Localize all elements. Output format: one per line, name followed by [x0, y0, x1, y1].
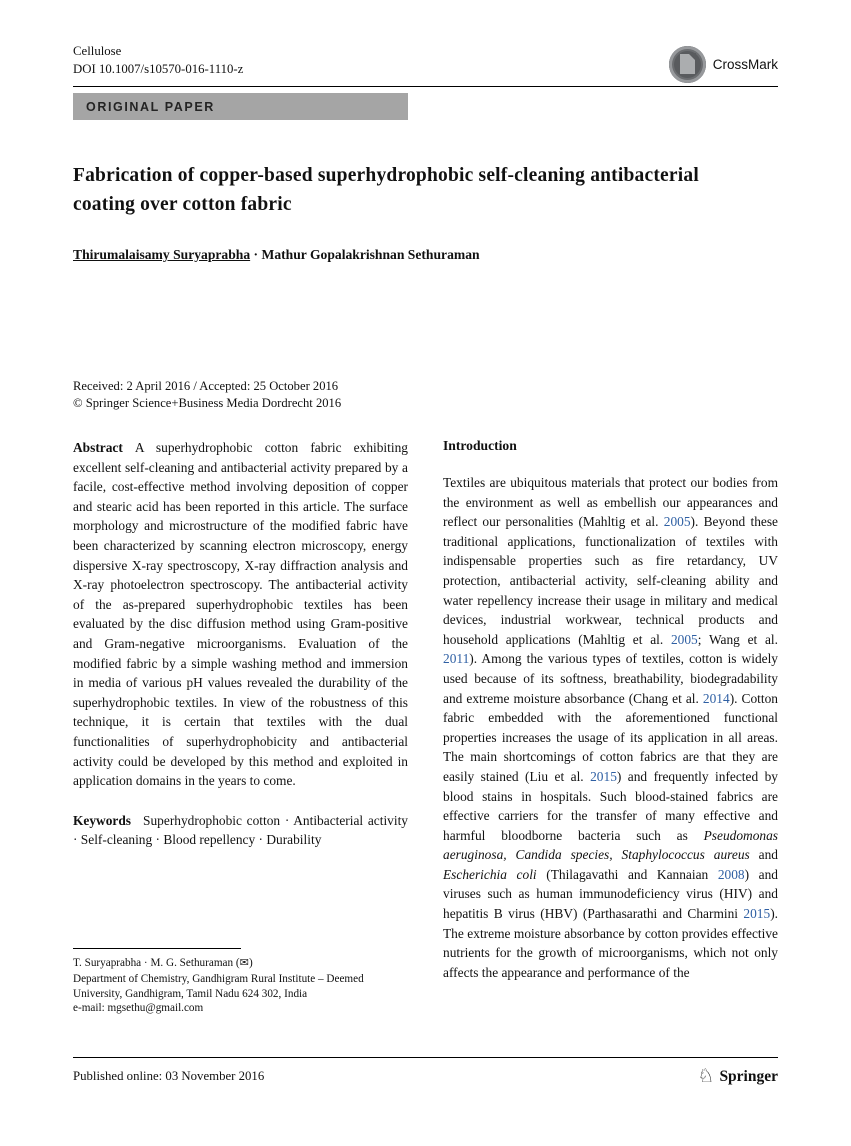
text-run: and — [749, 847, 779, 863]
article-type-banner: ORIGINAL PAPER — [73, 93, 408, 120]
page-footer — [73, 1057, 778, 1086]
citation-link[interactable]: 2005 — [670, 631, 698, 647]
header-rule — [73, 86, 778, 87]
species-name: Escherichia coli — [443, 866, 537, 882]
text-run: ). Among the various types of textiles, cotton is widely used because of its softness, breathability, biodegradability and extreme moisture absorbance (Chang et al. — [443, 651, 778, 706]
footnote-email: e-mail: mgsethu@gmail.com — [73, 1002, 204, 1015]
crossmark-label: CrossMark — [712, 57, 778, 72]
author-1[interactable]: Thirumalaisamy Suryaprabha — [73, 247, 251, 262]
keywords-label: Keywords — [73, 812, 132, 828]
envelope-icon: (✉) — [235, 957, 253, 969]
publisher-name: Springer — [719, 1067, 778, 1085]
citation-link[interactable]: 2014 — [702, 690, 730, 706]
citation-link[interactable]: 2015 — [590, 768, 617, 784]
footnote-affiliation: Department of Chemistry, Gandhigram Rural Institute – Deemed University, Gandhigram, Tamil Nadu 624 302, India — [73, 972, 364, 1000]
author-line — [73, 247, 480, 263]
footnote-rule — [73, 948, 241, 949]
keywords-paragraph — [73, 811, 408, 850]
text-run: ) and frequently infected by blood stains in hospitals. Such blood-stained fabrics are effective carriers for the transfer of many effective and harmful bloodborne bacteria such as — [443, 768, 778, 843]
journal-name: Cellulose — [73, 44, 122, 58]
abstract-paragraph — [73, 438, 408, 791]
author-footnote — [73, 948, 408, 1016]
paper-title: Fabrication of copper-based superhydrophobic self-cleaning antibacterial coating over cotton fabric — [73, 165, 699, 215]
published-online: Published online: 03 November 2016 — [73, 1069, 265, 1083]
text-run: ). Beyond these traditional applications, functionalization of textiles with indispensable properties such as fire retardancy, UV protection, antibacterial activity, self-cleaning ability and water repellency increase their usage in military and medical devices, industrial workwear, technical products and household applications (Mahltig et al. — [443, 514, 779, 647]
citation-link[interactable]: 2008 — [717, 866, 745, 882]
copyright-line: © Springer Science+Business Media Dordrecht 2016 — [73, 396, 342, 410]
footnote-authors: T. Suryaprabha · M. G. Sethuraman — [73, 957, 236, 969]
received-accepted: Received: 2 April 2016 / Accepted: 25 October 2016 — [73, 379, 339, 393]
springer-horse-icon: ♘ — [697, 1066, 715, 1087]
left-column — [73, 438, 408, 982]
crossmark-icon — [669, 46, 706, 83]
publisher-logo — [697, 1067, 778, 1086]
introduction-paragraph — [443, 473, 778, 982]
citation-link[interactable]: 2005 — [663, 514, 691, 530]
citation-link[interactable]: 2011 — [443, 651, 470, 667]
text-run: (Thilagavathi and Kannaian — [536, 866, 718, 882]
author-separator: · — [253, 247, 259, 262]
text-run: ; Wang et al. — [697, 631, 778, 647]
species-name: Pseudomonas aeruginosa, Candida species, Staphylococcus aureus — [443, 827, 778, 863]
doi: DOI 10.1007/s10570-016-1110-z — [73, 62, 244, 76]
body-columns — [73, 438, 778, 982]
text-run: ) and viruses such as human immunodeficiency virus (HIV) and hepatitis B virus (HBV) (Parthasarathi and Charmini — [443, 866, 778, 922]
text-run: ). The extreme moisture absorbance by cotton provides effective nutrients for the growth of microorganisms, which not only affects the appearance and performance of the — [443, 906, 778, 980]
keywords-text: Superhydrophobic cotton · Antibacterial activity · Self-cleaning · Blood repellency · Durability — [73, 812, 408, 848]
introduction-heading: Introduction — [443, 438, 517, 453]
author-2: Mathur Gopalakrishnan Sethuraman — [261, 247, 480, 262]
footnote-authors-line — [73, 956, 408, 971]
crossmark-page-icon — [680, 54, 695, 74]
text-run: Textiles are ubiquitous materials that protect our bodies from the environment as well as embellish our appearances and reflect our personalities (Mahltig et al. — [443, 475, 778, 530]
crossmark-badge[interactable] — [669, 46, 778, 83]
abstract-text: A superhydrophobic cotton fabric exhibiting excellent self-cleaning and antibacterial activity prepared by a facile, cost-effective method involving deposition of copper and stearic acid has been reported in this article. The surface morphology and microstructure of the modified fabric have been characterized by scanning electron microscopy, energy dispersive X-ray spectroscopy, X-ray diffraction analysis and X-ray photoelectron spectroscopy. The antibacterial activity of the as-prepared superhydrophobic textiles has been evaluated by the disc diffusion method using Gram-positive and Gram-negative microorganisms. Evaluation of the modified fabric by a simple washing method and immersion in media of various pH values revealed the durability of the superhydrophobic textiles. In view of the robustness of this technique, it is certain that textiles with the dual functionalities of superhydrophobicity and antibacterial activity could be developed by this method and exploited in application domains in the years to come. — [73, 440, 408, 789]
dates-block — [73, 378, 341, 412]
abstract-label: Abstract — [73, 440, 123, 455]
right-column — [443, 438, 778, 982]
citation-link[interactable]: 2015 — [743, 906, 771, 922]
text-run: ). Cotton fabric embedded with the aforementioned functional properties increases the usage of its application in all areas. The main shortcomings of cotton fabrics are that they are easily stained (Liu et al. — [443, 690, 778, 784]
